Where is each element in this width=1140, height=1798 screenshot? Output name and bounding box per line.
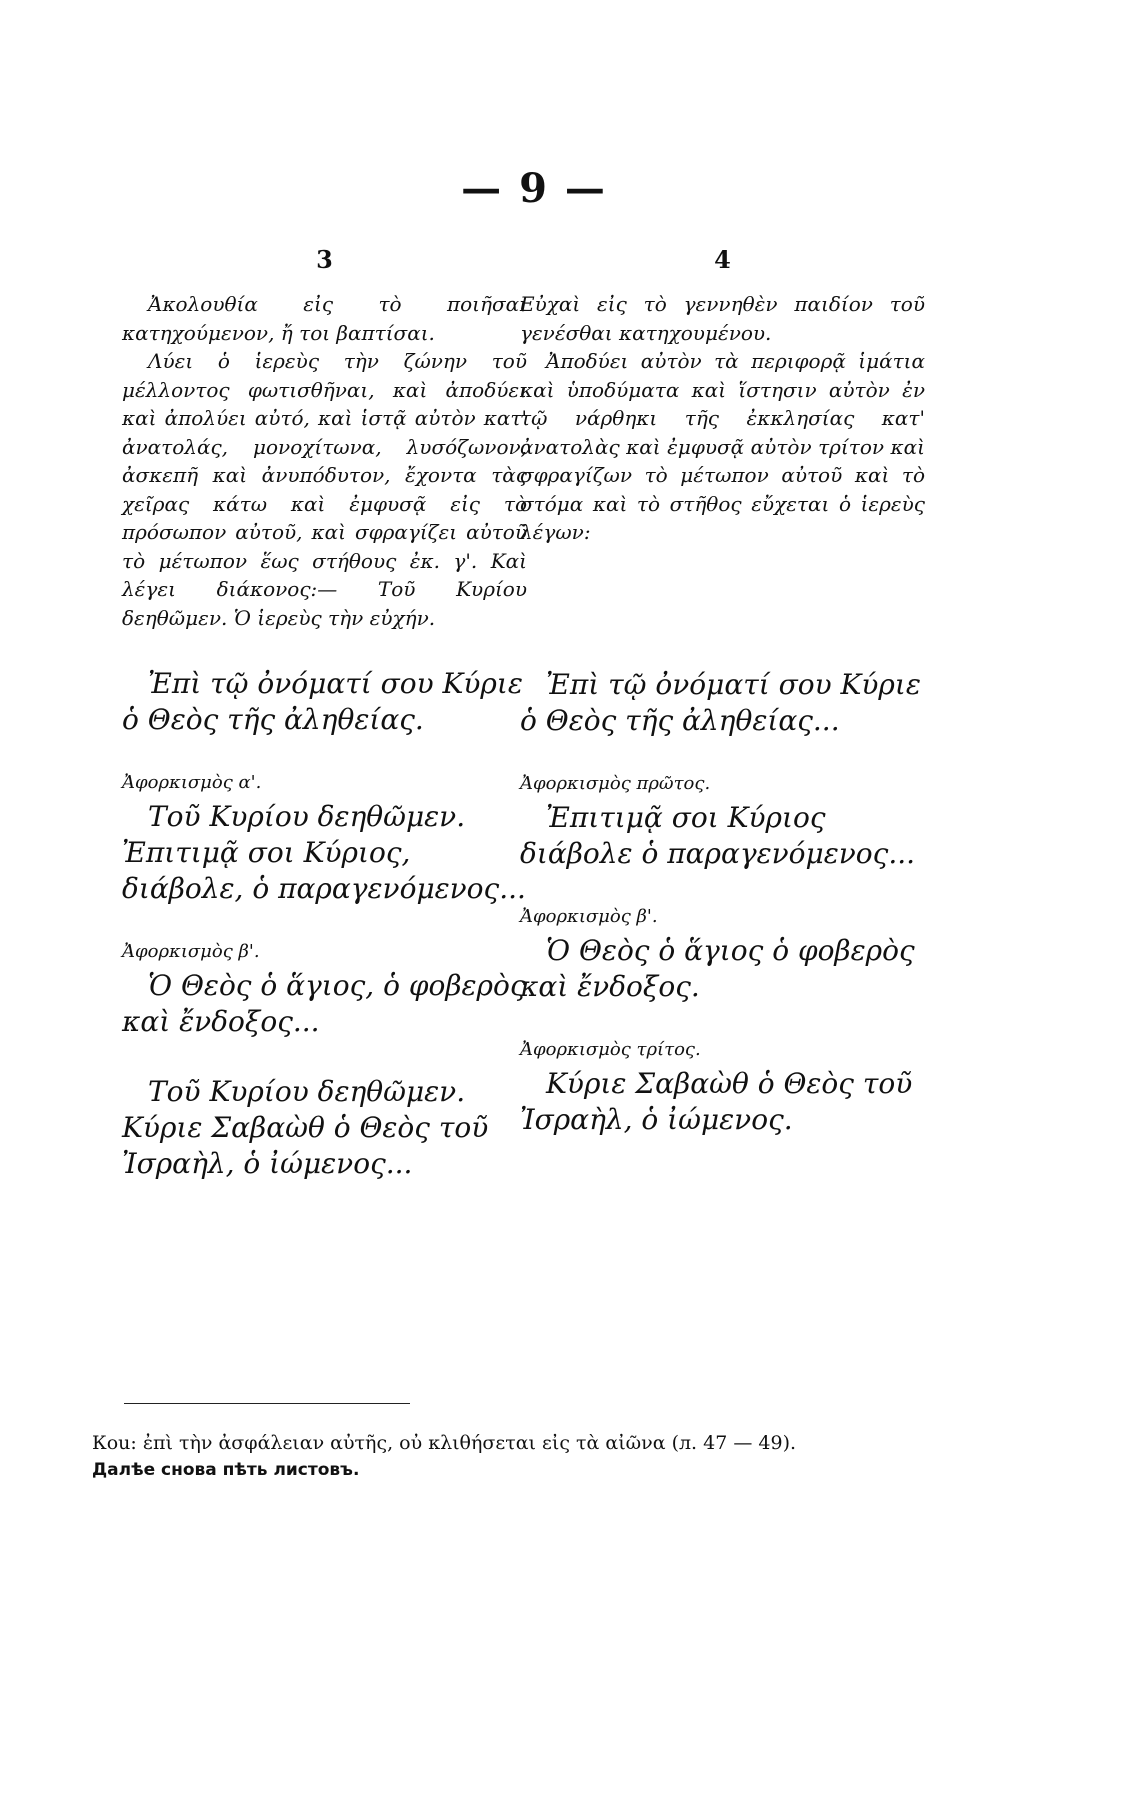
service-title: Ἀκολουθία εἰς τὸ ποιῆσαι κατηχούμενον, ἤ τοι βαπτίσαι. [122, 292, 527, 345]
exorcism-2-text: Ὁ Θεὸς ὁ ἅγιος, ὁ φοβερὸς καὶ ἔνδοξος... [122, 969, 526, 1038]
left-prose [122, 290, 527, 632]
rubric-text: Ἀποδύει αὐτὸν τὰ περιφορᾷ ἱμάτια καὶ ὑποδύματα καὶ ἵστησιν αὐτὸν ἐν τῷ νάρθηκι τῆς ἐκκλησίας κατ' ἀνατολὰς καὶ ἐμφυσᾷ αὐτὸν τρίτον καὶ σφραγίζων τὸ μέτωπον αὐτοῦ καὶ τὸ στόμα καὶ τὸ στῆθος εὔχεται ὁ ἱερεὺς λέγων: [520, 349, 925, 544]
service-title: Εὐχαὶ εἰς τὸ γεννηθὲν παιδίον τοῦ γενέσθαι κατηχουμένου. [520, 292, 925, 345]
exorcism-3-text: Κύριε Σαβαὼθ ὁ Θεὸς τοῦ Ἰσραὴλ, ὁ ἰώμενος. [520, 1066, 913, 1136]
opening-prayer [122, 666, 527, 738]
left-column [122, 245, 527, 1182]
exorcism-1-text: Τοῦ Κυρίου δεηθῶμεν. Ἐπιτιμᾷ σοι Κύριος, διάβολε, ὁ παραγενόμενος... [122, 800, 526, 905]
right-column [520, 245, 925, 1138]
prayer-text: Ἐπὶ τῷ ὀνόματί σου Κύριε ὁ Θεὸς τῆς ἀληθείας... [520, 667, 921, 737]
rubric-text: Λύει ὁ ἱερεὺς τὴν ζώνην τοῦ μέλλοντος φωτισθῆναι, καὶ ἀποδύει καὶ ἀπολύει αὐτό, καὶ ἱστᾷ αὐτὸν κατ' ἀνατολάς, μονοχίτωνα, λυσόζωνον, ἀσκεπῆ καὶ ἀνυπόδυτον, ἔχοντα τὰς χεῖρας κάτω καὶ ἐμφυσᾷ εἰς τὸ πρόσωπον αὐτοῦ, καὶ σφραγίζει αὐτοῦ τὸ μέτωπον ἕως στήθους ἐκ. γ'. Καὶ λέγει διάκονος:— Τοῦ Κυρίου δεηθῶμεν. Ὁ ἱερεὺς τὴν εὐχήν. [122, 349, 527, 630]
exorcism-2-label: Ἀφορκισμὸς β'. [122, 941, 260, 962]
footnote-line-2: Далѣе снова пѣть листовъ. [92, 1460, 360, 1480]
footnote-divider [124, 1403, 410, 1404]
footnote [92, 1430, 1092, 1484]
exorcism-1-text: Ἐπιτιμᾷ σοι Κύριος διάβολε ὁ παραγενόμενος... [520, 800, 916, 870]
opening-prayer [520, 667, 925, 739]
exorcism-2-label: Ἀφορκισμὸς β'. [520, 905, 658, 927]
column-number: 3 [316, 245, 333, 274]
exorcism-1-label: Ἀφορκισμὸς πρῶτος. [520, 772, 711, 794]
exorcism-2-text: Ὁ Θεὸς ὁ ἅγιος ὁ φοβερὸς καὶ ἔνδοξος. [520, 933, 915, 1003]
footnote-line-1: Коu: ἐπὶ τὴν ἀσφάλειαν αὐτῆς, οὐ κλιθήσεται εἰς τὰ αἰῶνα (л. 47 — 49). [92, 1432, 797, 1454]
prayer-text: Ἐπὶ τῷ ὀνόματί σου Κύριε ὁ Θεὸς τῆς ἀληθείας. [122, 667, 523, 736]
right-prose [520, 290, 925, 547]
exorcism-3-text: Τοῦ Κυρίου δεηθῶμεν. Κύριε Σαβαὼθ ὁ Θεὸς τοῦ Ἰσραὴλ, ὁ ἰώμενος... [122, 1075, 489, 1180]
page-number: — 9 — [461, 165, 607, 212]
exorcism-1-label: Ἀφορκισμὸς α'. [122, 772, 262, 793]
exorcism-3-label: Ἀφορκισμὸς τρίτος. [520, 1038, 701, 1060]
column-number: 4 [714, 245, 731, 274]
